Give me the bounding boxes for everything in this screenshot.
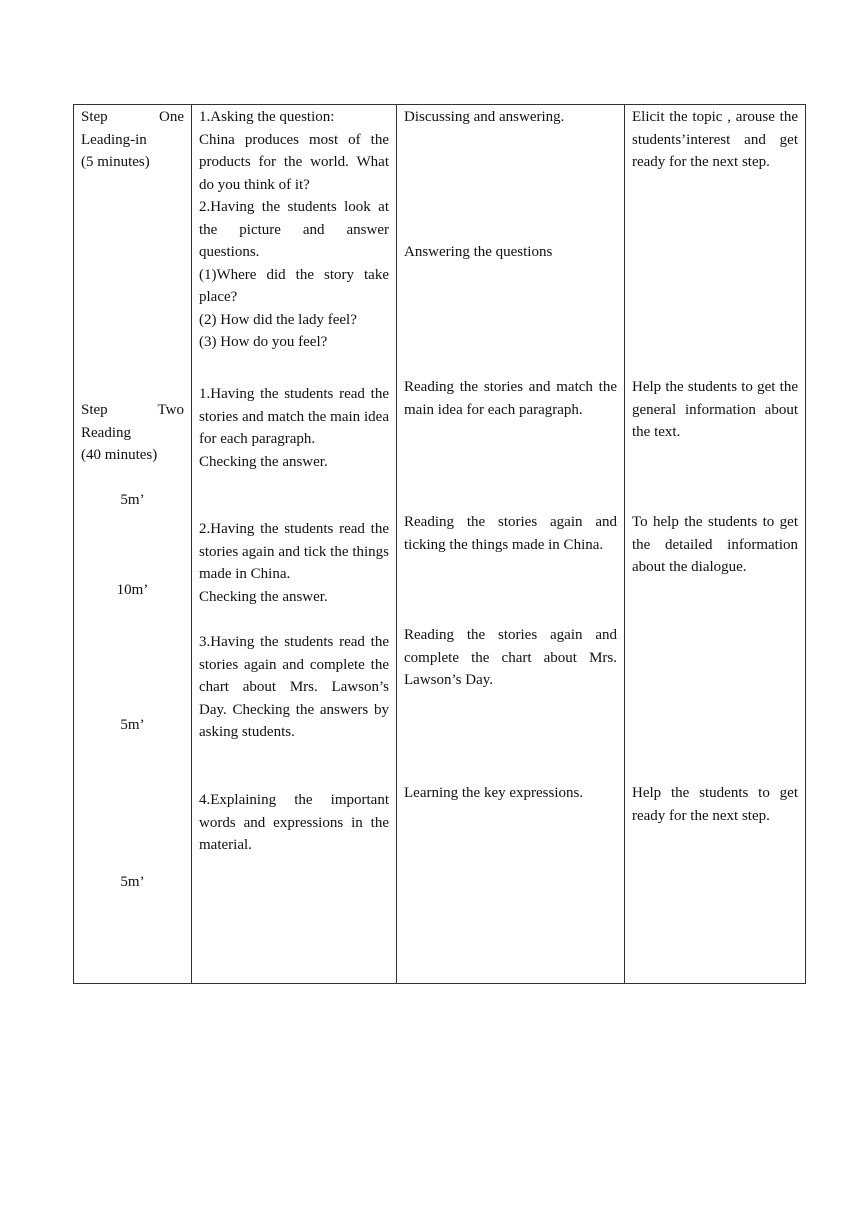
step-one-time: (5 minutes) bbox=[81, 154, 150, 170]
step-one-student-activity-2: Answering the questions bbox=[404, 244, 553, 260]
duration-3: 5m’ bbox=[120, 717, 145, 733]
activity-line: 1.Asking the question: bbox=[199, 109, 335, 125]
step-one-activities bbox=[199, 106, 389, 354]
column-divider bbox=[624, 105, 625, 983]
step-two-purpose-2: To help the students to get the detailed information about the dialogue. bbox=[632, 514, 798, 575]
activity-text: 1.Having the students read the stories and match the main idea for each paragraph. bbox=[199, 386, 389, 447]
step-one-student-activity-1: Discussing and answering. bbox=[404, 109, 565, 125]
step-two-student-activity-4: Learning the key expressions. bbox=[404, 785, 584, 801]
step-one-name: Leading-in bbox=[81, 131, 147, 148]
activity-text: 2.Having the students read the stories again and tick the things made in China. bbox=[199, 521, 389, 582]
lesson-plan-table bbox=[73, 104, 806, 984]
step-two-name: Reading bbox=[81, 424, 131, 441]
activity-line: (3) How do you feel? bbox=[199, 334, 328, 350]
activity-line: (1)Where did the story take place? bbox=[199, 266, 389, 305]
step-two-activity-3: 3.Having the students read the stories again and complete the chart about Mrs. Lawson’s Day. Checking the answers by asking students. bbox=[199, 634, 389, 740]
duration-4: 5m’ bbox=[120, 874, 145, 890]
step-two-activity-4: 4.Explaining the important words and expressions in the material. bbox=[199, 792, 389, 853]
column-divider bbox=[396, 105, 397, 983]
activity-line: 2.Having the students look at the picture and answer questions. bbox=[199, 199, 389, 260]
step-two-student-activity-2: Reading the stories again and ticking the things made in China. bbox=[404, 514, 617, 553]
step-two-time: (40 minutes) bbox=[81, 447, 158, 463]
step-two-purpose-4: Help the students to get ready for the next step. bbox=[632, 785, 798, 824]
activity-check: Checking the answer. bbox=[199, 588, 328, 605]
step-one-purpose: Elicit the topic , arouse the students’interest and get ready for the next step. bbox=[632, 109, 798, 170]
step-one-title: Step One bbox=[81, 109, 184, 125]
column-divider bbox=[191, 105, 192, 983]
duration-1: 5m’ bbox=[120, 492, 145, 508]
step-two-activity-1 bbox=[199, 383, 389, 473]
step-two-title: Step Two bbox=[81, 402, 184, 418]
step-one-label bbox=[81, 106, 184, 174]
step-two-student-activity-1: Reading the stories and match the main idea for each paragraph. bbox=[404, 379, 617, 418]
activity-line: China produces most of the products for the world. What do you think of it? bbox=[199, 131, 389, 193]
duration-2: 10m’ bbox=[116, 582, 149, 598]
activity-check: Checking the answer. bbox=[199, 453, 328, 470]
step-two-label bbox=[81, 399, 184, 467]
step-two-purpose-1: Help the students to get the general information about the text. bbox=[632, 379, 798, 440]
step-two-activity-2 bbox=[199, 518, 389, 608]
activity-line: (2) How did the lady feel? bbox=[199, 311, 357, 328]
step-two-student-activity-3: Reading the stories again and complete the chart about Mrs. Lawson’s Day. bbox=[404, 627, 617, 688]
